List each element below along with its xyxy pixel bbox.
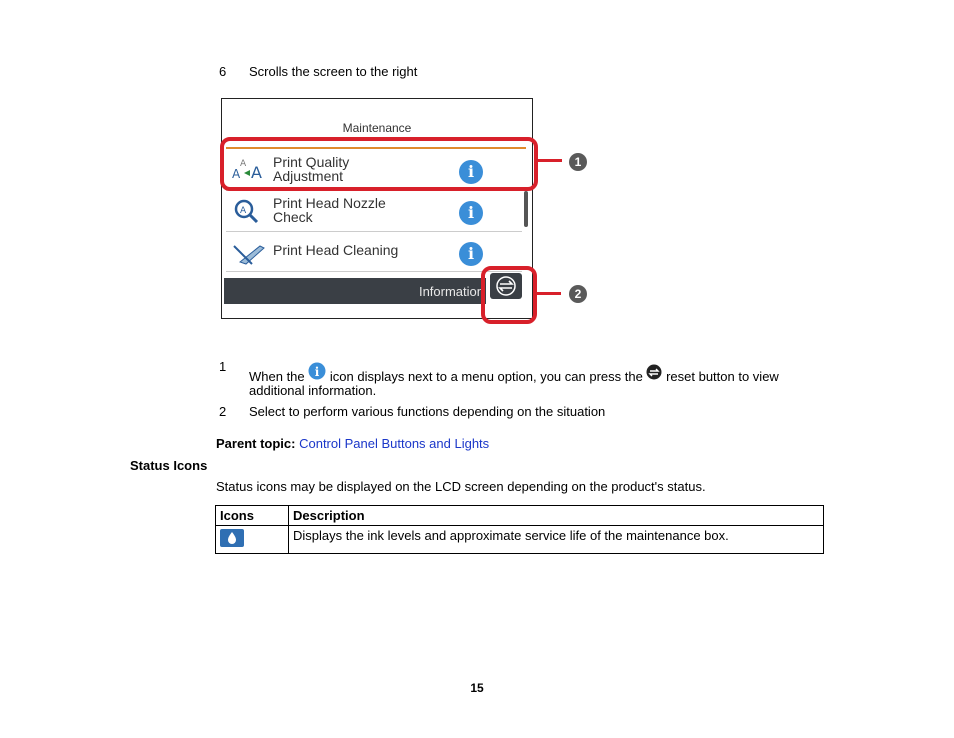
nozzle-check-icon	[230, 197, 266, 225]
callout-badge-2: 2	[569, 285, 587, 303]
menu-item-head-cleaning[interactable]	[222, 232, 522, 272]
callout-leader-1	[534, 159, 562, 162]
info-icon[interactable]: i	[459, 160, 483, 184]
screen-title: Maintenance	[342, 121, 412, 135]
svg-text:A: A	[232, 167, 241, 181]
parent-topic	[216, 436, 489, 451]
reset-icon	[646, 364, 662, 380]
step-number: 6	[219, 64, 227, 79]
menu-item-nozzle-check[interactable]	[222, 191, 522, 231]
divider	[226, 271, 522, 272]
head-cleaning-icon	[230, 238, 266, 266]
callout-badge-1: 1	[569, 153, 587, 171]
parent-topic-label: Parent topic:	[216, 436, 296, 451]
table-row	[216, 526, 824, 554]
table-header: Description	[289, 506, 824, 526]
parent-topic-link[interactable]: Control Panel Buttons and Lights	[299, 436, 490, 451]
svg-text:i: i	[315, 365, 320, 379]
info-icon[interactable]: i	[459, 242, 483, 266]
legend-number-1: 1	[219, 359, 227, 374]
table-header-row	[216, 506, 824, 526]
legend-text-1: When the i icon displays next to a menu option, you can press the reset button to view additional information.	[249, 362, 809, 398]
info-icon[interactable]: i	[459, 201, 483, 225]
svg-text:A: A	[240, 159, 247, 169]
scrollbar[interactable]	[524, 191, 528, 227]
ink-drop-icon	[220, 528, 244, 548]
menu-item-label: Print Head Cleaning	[273, 242, 399, 258]
svg-text:A: A	[251, 163, 262, 182]
callout-highlight-1	[220, 137, 538, 191]
info-icon	[308, 362, 326, 380]
status-icons-table	[215, 505, 824, 554]
menu-item-label: Print Head Nozzle	[273, 195, 386, 211]
menu-item-label: Check	[273, 209, 313, 225]
legend-text-2: Select to perform various functions depending on the situation	[249, 404, 606, 419]
callout-highlight-2	[481, 266, 537, 324]
table-cell-icon	[216, 526, 289, 554]
section-intro: Status icons may be displayed on the LCD screen depending on the product's status.	[216, 479, 706, 494]
step-text: Scrolls the screen to the right	[249, 64, 418, 79]
menu-item-label: Print Quality	[273, 154, 350, 170]
legend-number-2: 2	[219, 404, 227, 419]
information-label: Information	[418, 284, 484, 299]
table-header: Icons	[216, 506, 289, 526]
callout-leader-2	[533, 292, 561, 295]
svg-text:A: A	[240, 206, 247, 216]
section-heading: Status Icons	[130, 458, 208, 473]
table-cell-description: Displays the ink levels and approximate service life of the maintenance box.	[289, 526, 824, 554]
page-number: 15	[470, 681, 484, 695]
information-bar[interactable]	[224, 278, 486, 304]
menu-item-label: Adjustment	[273, 168, 344, 184]
